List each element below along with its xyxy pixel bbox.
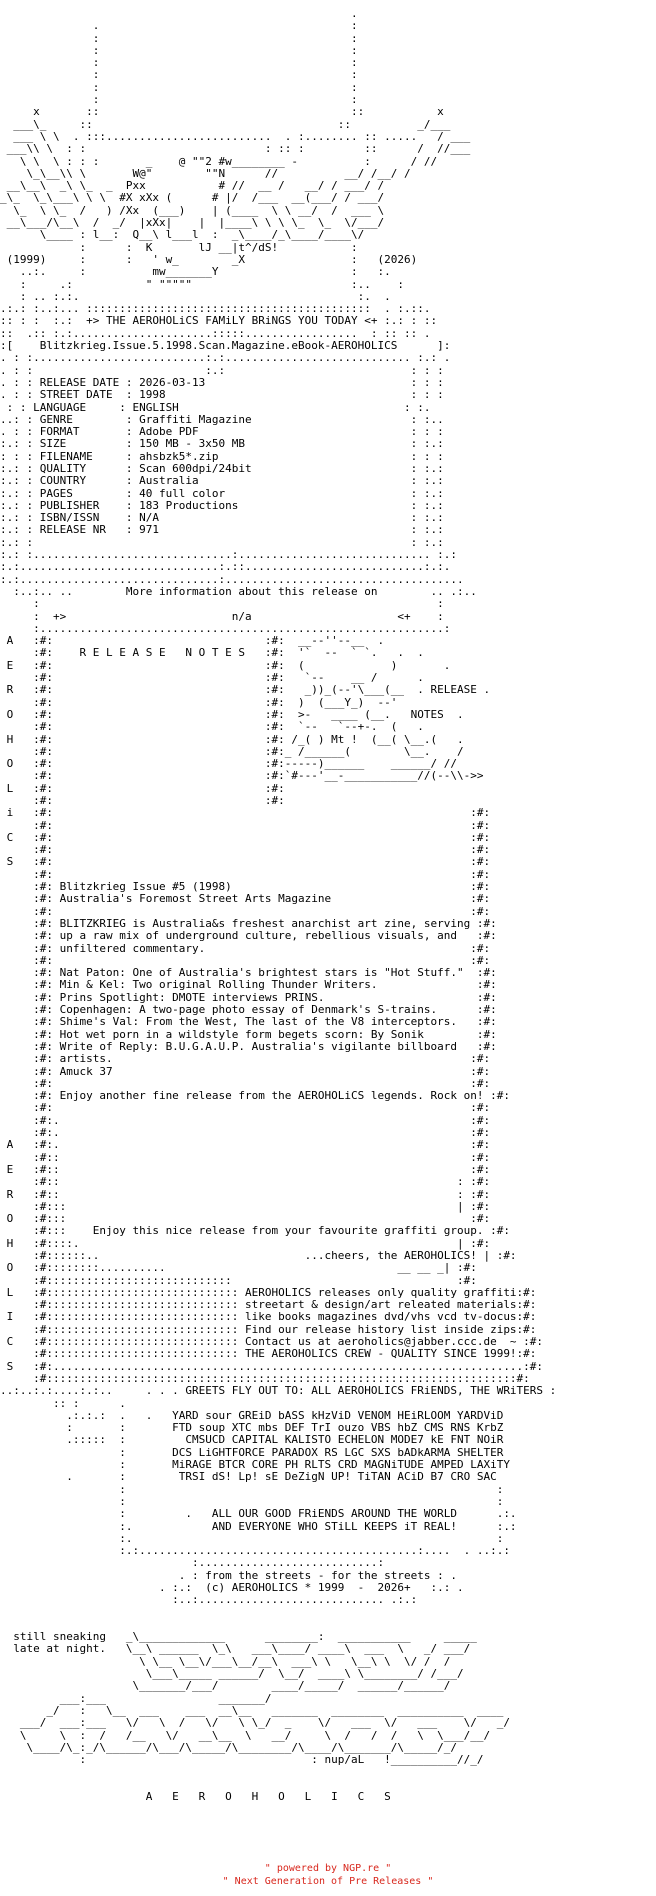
nfo-line: :#: :#: [0, 843, 491, 857]
nfo-line: x :: :: x [0, 105, 444, 119]
nfo-line: : : [0, 93, 358, 107]
nfo-line: . [0, 8, 358, 20]
nfo-line: . :.: (c) AEROHOLICS * 1999 - 2026+ :.: . [0, 1581, 464, 1594]
nfo-line: S :#:.......................................................................:#: [0, 1359, 544, 1373]
nfo-line: . : : FORMAT : Adobe PDF : : : [0, 425, 444, 439]
nfo-line: (1999) : : ' w_ _X : (2026) [0, 252, 418, 266]
nfo-line: O :#: :#:-----)______ ______/ // [0, 757, 457, 771]
nfo-line: : .: " """"" :.. : [0, 277, 404, 291]
nfo-line: :. : [0, 1531, 504, 1545]
nfo-line: : : [0, 80, 358, 94]
nfo-line: ___:___ _______/ [0, 1691, 272, 1705]
nfo-line: : . ALL OUR GOOD FRiENDS AROUND THE WORLD .:. [0, 1507, 517, 1521]
nfo-line: :#: :#: `-- `--+-. ( . [0, 720, 424, 734]
nfo-line: :: : : :.: +> THE AEROHOLiCS FAMiLY BRiNGS YOU TODAY <+ :.: : :: [0, 314, 438, 328]
nfo-line: E :#: :#: ( ) . [0, 658, 451, 672]
nfo-line: : : nup/aL !__________//_/ [0, 1753, 484, 1767]
nfo-line: :#:::::::::::::::::::::::::::: :#: [0, 1273, 477, 1287]
nfo-line: \_______/___/ ____/_____/ ______/______/ [0, 1679, 451, 1693]
nfo-line: . : from the streets - for the streets : . [0, 1568, 457, 1582]
nfo-line: :#: artists. :#: [0, 1052, 491, 1066]
nfo-line: O :#: :#: >- ____ (__. NOTES . [0, 707, 464, 721]
nfo-line: :#:. :#: [0, 1126, 491, 1140]
nfo-line: still sneaking _\_____________ ________: ___________ _____ [0, 1630, 477, 1644]
nfo-line: :.: : ISBN/ISSN : N/A : :.: [0, 511, 444, 525]
nfo-line: :. AND EVERYONE WHO STiLL KEEPS iT REAL! :.: [0, 1519, 517, 1533]
nfo-line: :#: R E L E A S E N O T E S :#: '` -- ` `. . . [0, 646, 424, 660]
nfo-line: . : [0, 19, 358, 33]
nfo-line: ___ \ \ . :::......................... . :........ :: ..... / ___ [0, 129, 471, 143]
nfo-line: ..:..:.:....:.:.. . . . GREETS FLY OUT TO: ALL AEROHOLICS FRiENDS, THE WRiTERS : [0, 1384, 557, 1398]
nfo-line: : : FTD soup XTC mbs DEF TrI ouzo VBS hbZ CMS RNS KrbZ [0, 1421, 504, 1435]
nfo-line: :#: :#:`#---'__-___________//(--\\->> [0, 769, 484, 783]
nfo-line: :.............................................................: [0, 621, 451, 635]
nfo-line: \ \__ \__\/___\__/__\ ___\ \ \__\ \ \/ / / [0, 1654, 451, 1668]
nfo-line: : : [0, 56, 358, 70]
nfo-line: . : : :.: : : : [0, 363, 444, 377]
nfo-line: :#: :#: [0, 953, 491, 967]
nfo-line: . : : RELEASE DATE : 2026-03-13 : : : [0, 375, 444, 389]
nfo-line: \___\_____ ______/ \__/ ____\ \________/ /___/ [0, 1667, 464, 1681]
nfo-line: \_ \ \_ / ) /Xx (___) | (____ \ \ __/ / ___ \ [0, 203, 385, 217]
nfo-line: \_\__\\ \ W@" ""N // __/ /__/ / [0, 166, 411, 180]
nfo-line: :#: Enjoy another fine release from the AEROHOLiCS legends. Rock on! :#: [0, 1089, 510, 1103]
nfo-line: :#: Nat Paton: One of Australia's brightest stars is "Hot Stuff." :#: [0, 966, 497, 980]
nfo-line: A :#:. :#: [0, 1138, 491, 1152]
powered-by-text: " powered by NGP.re " [264, 1863, 392, 1874]
nfo-line: __\__\ _\ \_ _ Pxx # // __ / __/ / ___/ / [0, 179, 385, 193]
nfo-line: .:.: :..:... ::::::::::::::::::::::::::::::::::::::::::: . :.::. [0, 302, 431, 316]
nfo-line: C :#: :#: [0, 830, 491, 844]
nfo-line: :#: up a raw mix of underground culture, rebellious visuals, and :#: [0, 929, 497, 943]
next-generation-text: " Next Generation of Pre Releases " [222, 1876, 434, 1887]
nfo-line: :#: :#: [0, 1101, 491, 1115]
nfo-line: :#: Hot wet porn in a wildstyle form begets scorn: By Sonik :#: [0, 1027, 497, 1041]
nfo-line: :#: Copenhagen: A two-page photo essay of Denmark's S-trains. :#: [0, 1003, 497, 1017]
nfo-line: \____/\_:_/\______/\___/\_____/\________/\____/\_______/\_____/_/ [0, 1740, 457, 1754]
nfo-line: :.:..............................:.................................... [0, 572, 464, 586]
nfo-line: ..: : GENRE : Graffiti Magazine : :.. [0, 412, 444, 426]
nfo-line: late at night. \__\ ______ \_\ ___\____/ ____\ ___ \ _/ ___/ [0, 1642, 471, 1656]
nfo-line: L :#::::::::::::::::::::::::::::: AEROHOLICS releases only quality graffiti:#: [0, 1285, 537, 1299]
nfo-line: : : LANGUAGE : ENGLISH : :. [0, 400, 431, 414]
nfo-line: :#:: : :#: [0, 1175, 491, 1189]
nfo-line: L :#: :#: [0, 781, 484, 795]
nfo-line: : : : FILENAME : ahsbzk5*.zip : : : [0, 449, 444, 463]
nfo-line: :.: : COUNTRY : Australia : :.: [0, 474, 444, 488]
nfo-line: O :#::: :#: [0, 1212, 491, 1226]
nfo-line: :#::: | :#: [0, 1199, 491, 1213]
nfo-line [0, 1607, 656, 1619]
nfo-line: : +> n/a <+ : [0, 609, 444, 623]
nfo-line: :#: unfiltered commentary. :#: [0, 941, 491, 955]
nfo-line: :#: :#: `-- __ / . [0, 671, 424, 685]
nfo-line: :#: Prins Spotlight: DMOTE interviews PRINS. :#: [0, 990, 497, 1004]
nfo-line: :#: :#: [0, 794, 484, 807]
nfo-line: :#: :#: [0, 1076, 491, 1090]
nfo-line: :.: : QUALITY : Scan 600dpi/24bit : :.: [0, 461, 444, 475]
nfo-line: :.: : PUBLISHER : 183 Productions : :.: [0, 498, 444, 512]
nfo-text-block [0, 8, 656, 1803]
nfo-line: :#: Amuck 37 :#: [0, 1064, 491, 1078]
footer [0, 1862, 656, 1888]
nfo-line: :#:. :#: [0, 1113, 491, 1127]
nfo-line: :#: Blitzkrieg Issue #5 (1998) :#: [0, 880, 491, 894]
nfo-line: :.: : SIZE : 150 MB - 3x50 MB : :.: [0, 437, 444, 451]
nfo-line: : MiRAGE BTCR CORE PH RLTS CRD MAGNiTUDE AMPED LAXiTY [0, 1458, 510, 1472]
nfo-line: :.:..........................................:.... . ..:.: [0, 1544, 510, 1558]
nfo-line: :: : . [0, 1396, 126, 1410]
nfo-line: : : [0, 597, 444, 611]
nfo-line: R :#:: : :#: [0, 1187, 491, 1201]
nfo-line: : : [0, 1494, 504, 1508]
nfo-line: : : [0, 1482, 504, 1496]
nfo-line: :#: :#: [0, 867, 491, 881]
nfo-line: :#:: :#: [0, 1150, 491, 1164]
nfo-line: ___\\ \ : : : :: : :: / //___ [0, 142, 471, 156]
nfo-line: \____ : l__: Q__\ l___l : _\____/_\____/____\/ [0, 228, 365, 242]
nfo-line: :..:............................ .:.: [0, 1593, 418, 1607]
nfo-line: :[ Blitzkrieg.Issue.5.1998.Scan.Magazine.eBook-AEROHOLICS ]: [0, 339, 451, 353]
nfo-line: . : TRSI dS! Lp! sE DeZigN UP! TiTAN ACiD B7 CRO SAC [0, 1470, 497, 1484]
nfo-line: __\___/\__\ / _/ |xXx| | |____\ \ \ \_ \_ \/___/ [0, 216, 385, 230]
nfo-line: :#: :#: [0, 818, 491, 832]
nfo-line: \ \ \ : : : _ @ ""2 #w________ - : / // [0, 154, 438, 168]
nfo-line: : : K lJ __|t^/dS! : [0, 240, 358, 254]
nfo-line: H :#: :#: /_( ) Mt ! (__( \__.( . [0, 732, 464, 746]
nfo-line: A E R O H O L I C S [0, 1790, 391, 1804]
nfo-line: A :#: :#: __--''--__ . [0, 634, 385, 648]
nfo-line: _/ : \__ ___ ___ __\__ _______ ________ __________ ____ [0, 1703, 504, 1717]
nfo-line: O :#::::::::.......... __ __ _| :#: [0, 1261, 477, 1275]
nfo-line: :#::::::::::::::::::::::::::::: streetart & design/art releated materials:#: [0, 1298, 537, 1312]
nfo-line: C :#::::::::::::::::::::::::::::: Contact us at aeroholics@jabber.ccc.de ~ :#: [0, 1335, 544, 1349]
nfo-line: :#::::::.. ...cheers, the AEROHOLICS! | :#: [0, 1248, 517, 1262]
nfo-line: I :#::::::::::::::::::::::::::::: like books magazines dvd/vhs vcd tv-docus:#: [0, 1310, 537, 1324]
nfo-line: :: .:: :.:.....................:::::................. : :: :: . [0, 326, 431, 340]
nfo-line: :#: Australia's Foremost Street Arts Magazine :#: [0, 892, 491, 906]
nfo-line: ..:. : mw_______Y : :. [0, 265, 391, 279]
nfo-line: : DCS LiGHTFORCE PARADOX RS LGC SXS bADkARMA SHELTER [0, 1445, 504, 1459]
nfo-line: :#: :#:_ /______( \__. / [0, 744, 464, 758]
nfo-line [0, 1766, 656, 1778]
nfo-line: \ \ : / /__ \/ __\__ \ __/ \ / / / \ \___/__/ [0, 1728, 491, 1742]
nfo-line: :#:::::::::::::::::::::::::::::::::::::::::::::::::::::::::::::::::::::::#: [0, 1371, 530, 1385]
nfo-line: :#: :#: [0, 904, 491, 918]
nfo-line: :.:..............................:.::...........................:.:. [0, 560, 451, 574]
nfo-line: S :#: :#: [0, 855, 491, 869]
nfo-line: : : [0, 31, 358, 45]
nfo-line: ___\_ :: :: _/___ [0, 117, 451, 131]
nfo-line: :...........................: [0, 1556, 385, 1570]
nfo-line: : : [0, 43, 358, 57]
nfo-line: ___/ ___:___ \/ \ / \/ \ \_/ _ \/ ___ \/ ___ \/ _/ [0, 1716, 510, 1730]
nfo-line: :#: BLITZKRIEG is Australia&s freshest anarchist art zine, serving :#: [0, 916, 497, 930]
nfo-line: i :#: :#: [0, 806, 491, 820]
nfo-line: . : :..........................:.:............................ :.: . [0, 351, 451, 365]
nfo-line: :.: :..............................:............................. :.: [0, 548, 457, 562]
nfo-line: :#: :#: ) (___Y_) --' [0, 695, 398, 709]
nfo-line: :#::::::::::::::::::::::::::::: Find our release history list inside zips:#: [0, 1322, 537, 1336]
nfo-line: E :#:: :#: [0, 1162, 491, 1176]
nfo-line: :#: Shime's Val: From the West, The last of the V8 interceptors. :#: [0, 1015, 497, 1029]
nfo-line: :#::::::::::::::::::::::::::::: THE AEROHOLICS CREW - QUALITY SINCE 1999!:#: [0, 1347, 537, 1361]
nfo-line: :.: : RELEASE NR : 971 : :.: [0, 523, 444, 537]
nfo-line: :#: Write of Reply: B.U.G.A.U.P. Australia's vigilante billboard :#: [0, 1039, 497, 1053]
nfo-line: :#::: Enjoy this nice release from your favourite graffiti group. :#: [0, 1224, 510, 1238]
nfo-line: :.: : PAGES : 40 full color : :.: [0, 486, 444, 500]
nfo-line: : .. :.:. :. . [0, 289, 391, 303]
nfo-line: H :#::::. | :#: [0, 1236, 491, 1250]
nfo-line: : : [0, 68, 358, 82]
nfo-line: .:.:.: . . YARD sour GREiD bASS kHzViD VENOM HEiRLOOM YARDViD [0, 1408, 504, 1422]
nfo-line: :..:.. .. More information about this release on .. .:.. [0, 584, 477, 598]
nfo-line: _\_ \_\___\ \ \ #X xXx ( # |/ /___ __(___/ / ___/ [0, 191, 385, 205]
nfo-line: . : : STREET DATE : 1998 : : : [0, 388, 444, 402]
nfo-line: :#: Min & Kel: Two original Rolling Thunder Writers. :#: [0, 978, 497, 992]
nfo-line: .::::: : CMSUCD CAPITAL KALISTO ECHELON MODE7 kE FNT NOiR [0, 1433, 504, 1447]
nfo-line: :.: : : :.: [0, 535, 444, 549]
nfo-line: R :#: :#: _))_(--'\___(__ . RELEASE . [0, 683, 491, 697]
